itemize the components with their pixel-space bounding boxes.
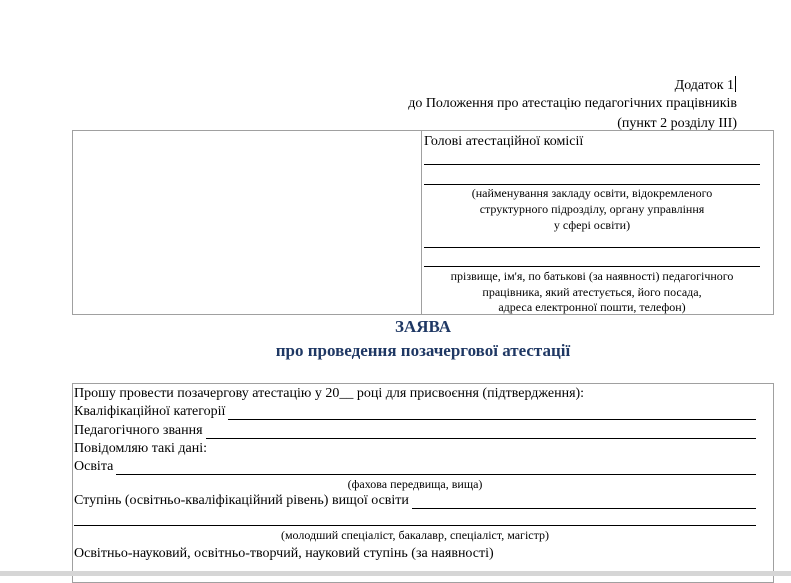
- category-field[interactable]: [228, 407, 756, 420]
- person-caption-2: працівника, який атестується, його посада,: [482, 285, 702, 299]
- category-label: Кваліфікаційної категорії: [74, 404, 226, 419]
- degree-caption: (молодший спеціаліст, бакалавр, спеціаліст, магістр): [280, 528, 550, 542]
- education-caption: (фахова передвища, вища): [347, 477, 483, 491]
- annex-to: до Положення про атестацію педагогічних працівників: [408, 96, 737, 111]
- institution-caption-2: структурного підрозділу, органу управління: [479, 202, 705, 216]
- institution-line-1[interactable]: [424, 164, 760, 165]
- annex-reference: (пункт 2 розділу ІІІ): [617, 116, 737, 131]
- annex-number: [500, 76, 736, 94]
- category-row: [74, 403, 756, 420]
- document-subtitle: про проведення позачергової атестації: [275, 341, 571, 360]
- text-cursor: [735, 76, 736, 92]
- institution-line-2[interactable]: [424, 184, 760, 185]
- degree-field[interactable]: [412, 496, 756, 509]
- person-line-2[interactable]: [424, 266, 760, 267]
- pedagogical-title-label: Педагогічного звання: [74, 423, 203, 438]
- window-bottom-edge: [0, 571, 791, 576]
- person-caption-1: прізвище, ім'я, по батькові (за наявності) педагогічного: [450, 269, 734, 283]
- academic-degree-label: Освітньо-науковий, освітньо-творчий, науковий ступінь (за наявності): [74, 546, 494, 561]
- person-caption-3: адреса електронної пошти, телефон): [498, 300, 686, 314]
- inform-label: Повідомляю такі дані:: [74, 441, 208, 456]
- addressee-table-divider: [421, 130, 422, 315]
- degree-row: [74, 492, 756, 509]
- education-row: [74, 458, 756, 475]
- addressee-title: Голові атестаційної комісії: [424, 134, 584, 149]
- institution-caption-1: (найменування закладу освіти, відокремленого: [471, 186, 713, 200]
- institution-caption-3: у сфері освіти): [553, 218, 631, 232]
- degree-field-line-2[interactable]: [74, 525, 756, 526]
- person-line-1[interactable]: [424, 247, 760, 248]
- degree-label: Ступінь (освітньо-кваліфікаційний рівень) вищої освіти: [74, 493, 409, 508]
- education-field[interactable]: [116, 462, 756, 475]
- pedagogical-title-field[interactable]: [206, 426, 756, 439]
- request-text: Прошу провести позачергову атестацію у 20__ році для присвоєння (підтвердження):: [74, 386, 585, 401]
- document-title: ЗАЯВА: [394, 317, 452, 336]
- education-label: Освіта: [74, 459, 114, 474]
- annex-number-text: Додаток 1: [674, 78, 734, 93]
- pedagogical-title-row: [74, 422, 756, 439]
